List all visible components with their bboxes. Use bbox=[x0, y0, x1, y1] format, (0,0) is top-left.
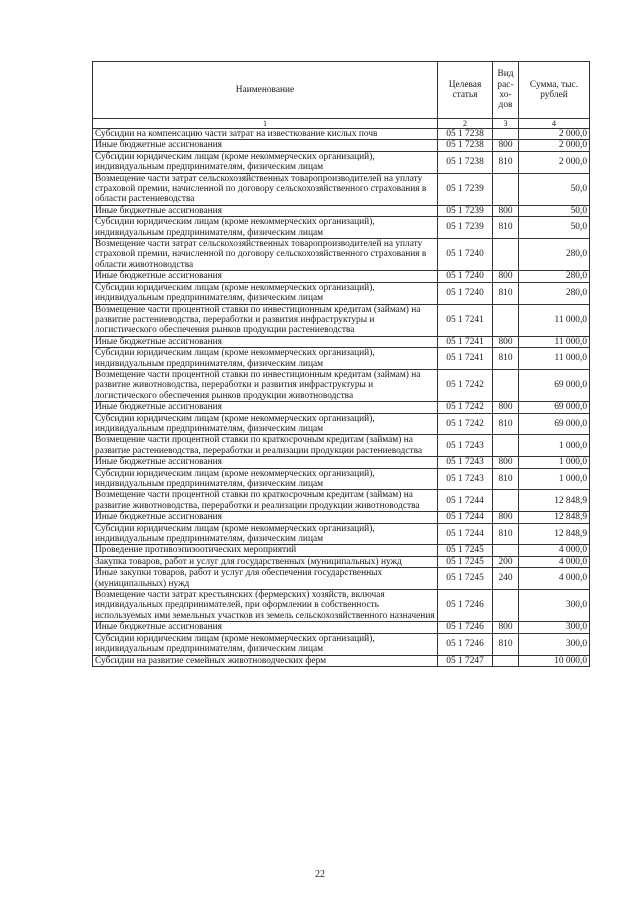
row-code: 05 1 7247 bbox=[438, 655, 493, 666]
row-code: 05 1 7239 bbox=[438, 173, 493, 205]
row-name: Возмещение части процентной ставки по инвестиционным кредитам (займам) на развитие животноводства, переработки и развития инфраструктуры и логистического обеспечения рынков продукции животноводства bbox=[93, 369, 438, 401]
header-type: Вид рас- хо- дов bbox=[493, 62, 519, 119]
row-name: Иные бюджетные ассигнования bbox=[93, 140, 438, 151]
row-name: Субсидии юридическим лицам (кроме некоммерческих организаций), индивидуальным предпринимателям, физическим лицам bbox=[93, 217, 438, 239]
row-sum: 2 000,0 bbox=[519, 140, 590, 151]
table-row bbox=[93, 568, 590, 590]
row-type bbox=[493, 129, 519, 140]
row-code: 05 1 7242 bbox=[438, 402, 493, 413]
row-code: 05 1 7241 bbox=[438, 336, 493, 347]
row-sum: 280,0 bbox=[519, 282, 590, 304]
col-number: 1 bbox=[93, 119, 438, 129]
row-name: Возмещение части затрат сельскохозяйственных товаропроизводителей на уплату страховой премии, начисленной по договору сельскохозяйственного страхования в области животноводства bbox=[93, 239, 438, 271]
row-name: Субсидии юридическим лицам (кроме некоммерческих организаций), индивидуальным предпринимателям, физическим лицам bbox=[93, 468, 438, 490]
row-type: 800 bbox=[493, 336, 519, 347]
table-row bbox=[93, 336, 590, 347]
table-row bbox=[93, 151, 590, 173]
table-row bbox=[93, 435, 590, 457]
row-type bbox=[493, 239, 519, 271]
row-type: 810 bbox=[493, 633, 519, 655]
row-type: 800 bbox=[493, 512, 519, 523]
row-name: Возмещение части процентной ставки по инвестиционным кредитам (займам) на развитие растениеводства, переработки и развития инфраструктуры и логистического обеспечения рынков продукции растениеводства bbox=[93, 304, 438, 336]
row-name: Субсидии юридическим лицам (кроме некоммерческих организаций), индивидуальным предпринимателям, физическим лицам bbox=[93, 348, 438, 370]
row-type: 240 bbox=[493, 568, 519, 590]
row-sum: 4 000,0 bbox=[519, 556, 590, 567]
row-code: 05 1 7243 bbox=[438, 457, 493, 468]
row-sum: 50,0 bbox=[519, 205, 590, 216]
row-code: 05 1 7245 bbox=[438, 556, 493, 567]
row-sum: 11 000,0 bbox=[519, 348, 590, 370]
row-code: 05 1 7242 bbox=[438, 369, 493, 401]
row-code: 05 1 7244 bbox=[438, 490, 493, 512]
row-name: Иные закупки товаров, работ и услуг для обеспечения государственных (муниципальных) нужд bbox=[93, 568, 438, 590]
row-name: Проведение противоэпизоотических мероприятий bbox=[93, 545, 438, 556]
row-code: 05 1 7240 bbox=[438, 271, 493, 282]
row-sum: 280,0 bbox=[519, 239, 590, 271]
row-sum: 10 000,0 bbox=[519, 655, 590, 666]
col-number: 2 bbox=[438, 119, 493, 129]
row-name: Иные бюджетные ассигнования bbox=[93, 402, 438, 413]
row-name: Субсидии юридическим лицам (кроме некоммерческих организаций), индивидуальным предпринимателям, физическим лицам bbox=[93, 413, 438, 435]
row-name: Иные бюджетные ассигнования bbox=[93, 336, 438, 347]
row-code: 05 1 7246 bbox=[438, 622, 493, 633]
row-type bbox=[493, 369, 519, 401]
row-code: 05 1 7244 bbox=[438, 512, 493, 523]
row-sum: 1 000,0 bbox=[519, 435, 590, 457]
row-name: Иные бюджетные ассигнования bbox=[93, 512, 438, 523]
table-row bbox=[93, 271, 590, 282]
table-row bbox=[93, 490, 590, 512]
table-row bbox=[93, 369, 590, 401]
row-name: Субсидии юридическим лицам (кроме некоммерческих организаций), индивидуальным предпринимателям, физическим лицам bbox=[93, 151, 438, 173]
budget-table-page bbox=[92, 61, 589, 667]
row-sum: 11 000,0 bbox=[519, 336, 590, 347]
table-row bbox=[93, 512, 590, 523]
row-type bbox=[493, 435, 519, 457]
row-name: Возмещение части затрат крестьянских (фермерских) хозяйств, включая индивидуальных предпринимателей, при оформлении в собственность используемых ими земельных участков из земель сельскохозяйственного назначения bbox=[93, 590, 438, 622]
row-code: 05 1 7245 bbox=[438, 545, 493, 556]
row-sum: 69 000,0 bbox=[519, 413, 590, 435]
row-type: 810 bbox=[493, 523, 519, 545]
row-code: 05 1 7238 bbox=[438, 140, 493, 151]
row-type: 810 bbox=[493, 217, 519, 239]
table-row bbox=[93, 173, 590, 205]
row-name: Субсидии на развитие семейных животноводческих ферм bbox=[93, 655, 438, 666]
row-sum: 69 000,0 bbox=[519, 369, 590, 401]
row-sum: 69 000,0 bbox=[519, 402, 590, 413]
row-type: 800 bbox=[493, 140, 519, 151]
row-sum: 300,0 bbox=[519, 633, 590, 655]
table-row bbox=[93, 468, 590, 490]
table-row bbox=[93, 413, 590, 435]
row-name: Возмещение части процентной ставки по краткосрочным кредитам (займам) на развитие растениеводства, переработки и реализации продукции растениеводства bbox=[93, 435, 438, 457]
row-type: 800 bbox=[493, 271, 519, 282]
row-type: 810 bbox=[493, 468, 519, 490]
row-sum: 12 848,9 bbox=[519, 512, 590, 523]
row-type: 800 bbox=[493, 402, 519, 413]
table-row bbox=[93, 633, 590, 655]
row-sum: 1 000,0 bbox=[519, 457, 590, 468]
row-type: 200 bbox=[493, 556, 519, 567]
table-row bbox=[93, 239, 590, 271]
row-name: Закупка товаров, работ и услуг для государственных (муниципальных) нужд bbox=[93, 556, 438, 567]
row-type: 810 bbox=[493, 282, 519, 304]
row-sum: 2 000,0 bbox=[519, 151, 590, 173]
row-name: Иные бюджетные ассигнования bbox=[93, 205, 438, 216]
table-row bbox=[93, 523, 590, 545]
table-row bbox=[93, 304, 590, 336]
row-type bbox=[493, 490, 519, 512]
row-sum: 50,0 bbox=[519, 173, 590, 205]
table-body bbox=[93, 129, 590, 667]
row-sum: 4 000,0 bbox=[519, 545, 590, 556]
row-code: 05 1 7238 bbox=[438, 151, 493, 173]
row-code: 05 1 7239 bbox=[438, 217, 493, 239]
row-sum: 300,0 bbox=[519, 590, 590, 622]
table-row bbox=[93, 590, 590, 622]
page-number: 22 bbox=[315, 869, 325, 880]
row-name: Иные бюджетные ассигнования bbox=[93, 622, 438, 633]
table-row bbox=[93, 545, 590, 556]
row-sum: 12 848,9 bbox=[519, 490, 590, 512]
row-code: 05 1 7242 bbox=[438, 413, 493, 435]
row-name: Иные бюджетные ассигнования bbox=[93, 271, 438, 282]
budget-table bbox=[92, 61, 590, 667]
row-sum: 280,0 bbox=[519, 271, 590, 282]
row-type bbox=[493, 173, 519, 205]
row-name: Субсидии юридическим лицам (кроме некоммерческих организаций), индивидуальным предпринимателям, физическим лицам bbox=[93, 282, 438, 304]
row-code: 05 1 7240 bbox=[438, 282, 493, 304]
row-sum: 12 848,9 bbox=[519, 523, 590, 545]
row-sum: 11 000,0 bbox=[519, 304, 590, 336]
row-type: 810 bbox=[493, 151, 519, 173]
table-row bbox=[93, 556, 590, 567]
row-code: 05 1 7238 bbox=[438, 129, 493, 140]
row-name: Субсидии на компенсацию части затрат на известкование кислых почв bbox=[93, 129, 438, 140]
table-row bbox=[93, 282, 590, 304]
table-row bbox=[93, 457, 590, 468]
table-header-row bbox=[93, 62, 590, 119]
row-type: 800 bbox=[493, 457, 519, 468]
row-code: 05 1 7243 bbox=[438, 435, 493, 457]
row-sum: 2 000,0 bbox=[519, 129, 590, 140]
row-type: 800 bbox=[493, 205, 519, 216]
row-type bbox=[493, 655, 519, 666]
row-name: Возмещение части процентной ставки по краткосрочным кредитам (займам) на развитие животноводства, переработки и реализации продукции животноводства bbox=[93, 490, 438, 512]
row-type bbox=[493, 304, 519, 336]
row-sum: 300,0 bbox=[519, 622, 590, 633]
table-row bbox=[93, 129, 590, 140]
row-code: 05 1 7244 bbox=[438, 523, 493, 545]
row-type bbox=[493, 590, 519, 622]
row-type bbox=[493, 545, 519, 556]
row-name: Субсидии юридическим лицам (кроме некоммерческих организаций), индивидуальным предпринимателям, физическим лицам bbox=[93, 523, 438, 545]
table-row bbox=[93, 402, 590, 413]
row-sum: 4 000,0 bbox=[519, 568, 590, 590]
table-row bbox=[93, 655, 590, 666]
row-sum: 50,0 bbox=[519, 217, 590, 239]
table-row bbox=[93, 622, 590, 633]
row-code: 05 1 7241 bbox=[438, 304, 493, 336]
row-type: 800 bbox=[493, 622, 519, 633]
row-type: 810 bbox=[493, 348, 519, 370]
table-row bbox=[93, 217, 590, 239]
header-name: Наименование bbox=[93, 62, 438, 119]
col-number: 3 bbox=[493, 119, 519, 129]
row-code: 05 1 7243 bbox=[438, 468, 493, 490]
row-type: 810 bbox=[493, 413, 519, 435]
row-code: 05 1 7246 bbox=[438, 633, 493, 655]
row-name: Субсидии юридическим лицам (кроме некоммерческих организаций), индивидуальным предпринимателям, физическим лицам bbox=[93, 633, 438, 655]
col-number: 4 bbox=[519, 119, 590, 129]
table-row bbox=[93, 205, 590, 216]
column-number-row bbox=[93, 119, 590, 129]
row-code: 05 1 7246 bbox=[438, 590, 493, 622]
row-code: 05 1 7245 bbox=[438, 568, 493, 590]
header-code: Целевая статья bbox=[438, 62, 493, 119]
table-row bbox=[93, 140, 590, 151]
header-sum: Сумма, тыс. рублей bbox=[519, 62, 590, 119]
table-row bbox=[93, 348, 590, 370]
row-code: 05 1 7241 bbox=[438, 348, 493, 370]
row-name: Иные бюджетные ассигнования bbox=[93, 457, 438, 468]
row-code: 05 1 7240 bbox=[438, 239, 493, 271]
row-sum: 1 000,0 bbox=[519, 468, 590, 490]
row-name: Возмещение части затрат сельскохозяйственных товаропроизводителей на уплату страховой премии, начисленной по договору сельскохозяйственного страхования в области растениеводства bbox=[93, 173, 438, 205]
row-code: 05 1 7239 bbox=[438, 205, 493, 216]
